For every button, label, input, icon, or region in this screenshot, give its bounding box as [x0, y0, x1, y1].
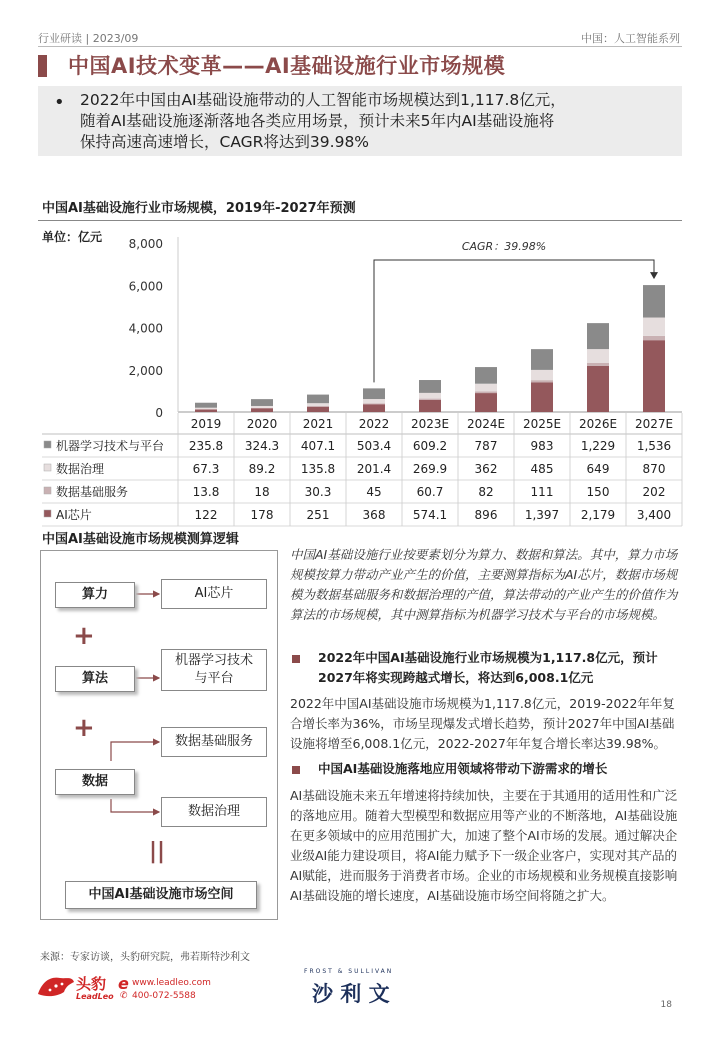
x-tick-label: 2023E — [410, 417, 450, 431]
x-tick-label: 2026E — [578, 417, 618, 431]
data-label: 122 — [194, 508, 218, 522]
equals-sign: || — [149, 839, 166, 864]
ai-chip-node: AI芯片 — [161, 579, 267, 609]
bar-segment — [363, 399, 385, 403]
y-tick-label: 8,000 — [128, 237, 163, 251]
section-heading-2: 中国AI基础设施落地应用领域将带动下游需求的增长 — [318, 761, 608, 776]
bar-segment — [643, 285, 665, 317]
section-heading-1: 2022年中国AI基础设施行业市场规模为1,117.8亿元，预计2027年将实现跨越式增长，将达到6,008.1亿元 — [318, 650, 658, 685]
data-label: 135.8 — [300, 462, 336, 476]
bar-segment — [307, 403, 329, 406]
data-node: 数据 — [55, 769, 135, 795]
bar-segment — [419, 393, 441, 399]
brand-en: LeadLeo — [76, 992, 114, 1001]
legend-label: AI芯片 — [56, 508, 92, 522]
data-label: 1,229 — [580, 439, 616, 453]
data-label: 574.1 — [412, 508, 448, 522]
data-label: 1,397 — [524, 508, 560, 522]
cagr-arrowhead — [650, 272, 658, 279]
data-label: 870 — [642, 462, 666, 476]
market-space-node: 中国AI基础设施市场空间 — [65, 881, 257, 909]
section-paragraph-2: AI基础设施未来五年增速将持续加快，主要在于其通用的适用性和广泛的落地应用。随着大型模型和数据应用等产业的不断落地，AI基础设施在更多领域中的应用范围扩大，加速了整个AI市场的发展。通过解决企业级AI能力建设项目，将AI能力赋予下一级企业客户，实现对其产品的AI赋能，进而服务于消费者市场。企业的市场规模和业务规模直接影响AI基础设施的增长速度，AI基础设施市场空间将随之扩大。 — [290, 788, 678, 903]
data-label: 503.4 — [356, 439, 392, 453]
y-tick-label: 0 — [155, 406, 163, 420]
bar-segment — [195, 409, 217, 412]
x-tick-label: 2024E — [466, 417, 506, 431]
legend-swatch — [44, 441, 51, 448]
bar-segment — [643, 340, 665, 412]
bar-segment — [307, 407, 329, 412]
series-name: 中国：人工智能系列 — [581, 32, 680, 45]
data-label: 67.3 — [192, 462, 220, 476]
bar-segment — [419, 399, 441, 400]
data-label: 18 — [254, 485, 270, 499]
data-basic-service-node: 数据基础服务 — [161, 727, 267, 757]
legend-swatch — [44, 487, 51, 494]
data-label: 983 — [530, 439, 554, 453]
data-label: 362 — [474, 462, 498, 476]
legend-label: 机器学习技术与平台 — [56, 439, 165, 453]
bar-segment — [307, 395, 329, 404]
bar-segment — [531, 349, 553, 370]
data-label: 30.3 — [304, 485, 332, 499]
data-label: 251 — [306, 508, 330, 522]
plus-sign: + — [73, 621, 95, 651]
heading-marker — [292, 766, 300, 774]
report-category: 行业研读 | 2023/09 — [38, 32, 139, 45]
summary-line: 2022年中国由AI基础设施带动的人工智能市场规模达到1,117.8亿元， — [80, 91, 566, 109]
logic-diagram — [40, 550, 278, 920]
compute-node: 算力 — [55, 582, 135, 608]
bar-segment — [475, 367, 497, 384]
chart-title: 中国AI基础设施行业市场规模，2019年-2027年预测 — [42, 201, 356, 216]
page-number: 18 — [660, 1000, 672, 1010]
data-label: 3,400 — [636, 508, 672, 522]
data-label: 324.3 — [244, 439, 280, 453]
page-title: 中国AI技术变革——AI基础设施行业市场规模 — [68, 54, 506, 78]
phone-icon: ✆ — [120, 991, 128, 1001]
data-label: 368 — [362, 508, 386, 522]
data-label: 82 — [478, 485, 494, 499]
data-label: 2,179 — [580, 508, 616, 522]
website[interactable]: www.leadleo.com — [132, 978, 211, 988]
ml-platform-line: 与平台 — [194, 671, 234, 686]
legend-swatch — [44, 464, 51, 471]
data-label: 202 — [642, 485, 666, 499]
cagr-bracket — [374, 260, 654, 382]
unit-label: 单位：亿元 — [42, 230, 103, 244]
legend-swatch — [44, 510, 51, 517]
bar-segment — [251, 406, 273, 408]
bar-segment — [363, 404, 385, 412]
data-label: 235.8 — [188, 439, 224, 453]
data-label: 485 — [530, 462, 554, 476]
bar-segment — [419, 380, 441, 393]
bar-segment — [195, 403, 217, 408]
bar-segment — [531, 380, 553, 382]
bar-segment — [587, 349, 609, 363]
bar-segment — [587, 366, 609, 412]
bar-segment — [475, 391, 497, 393]
bar-segment — [363, 403, 385, 404]
bar-segment — [643, 318, 665, 336]
data-label: 609.2 — [412, 439, 448, 453]
summary-bullet: • — [54, 92, 65, 113]
algorithm-node: 算法 — [55, 666, 135, 692]
bar-segment — [587, 323, 609, 349]
intro-paragraph: 中国AI基础设施行业按要素划分为算力、数据和算法。其中，算力市场规模按算力带动产业产生的价值，主要测算指标为AI芯片，数据市场规模为数据基础服务和数据治理的产值，算法带动的产业产生的价值作为算法的市场规模，其中测算指标为机器学习技术与平台的市场规模。 — [290, 547, 678, 622]
summary-line: 随着AI基础设施逐渐落地各类应用场景，预计未来5年内AI基础设施将 — [80, 112, 555, 130]
plus-sign: + — [73, 713, 95, 743]
legend-label: 数据治理 — [56, 462, 105, 476]
logic-title: 中国AI基础设施市场规模测算逻辑 — [42, 532, 239, 547]
data-label: 60.7 — [416, 485, 444, 499]
y-tick-label: 6,000 — [128, 279, 163, 294]
data-label: 45 — [366, 485, 382, 499]
bar-segment — [419, 400, 441, 412]
data-label: 178 — [250, 508, 274, 522]
data-label: 150 — [586, 485, 610, 499]
bar-segment — [363, 388, 385, 399]
data-label: 649 — [586, 462, 610, 476]
heading-marker — [292, 655, 300, 663]
x-tick-label: 2025E — [522, 417, 562, 431]
ml-platform-node — [161, 649, 267, 691]
cagr-annotation: CAGR：39.98% — [461, 240, 547, 253]
brand-cn: 头豹 — [76, 975, 107, 993]
bar-segment — [251, 408, 273, 409]
web-icon: e — [118, 974, 129, 993]
data-label: 1,536 — [636, 439, 672, 453]
bar-segment — [531, 382, 553, 412]
data-label: 89.2 — [248, 462, 276, 476]
x-tick-label: 2022 — [358, 417, 390, 431]
bar-segment — [195, 408, 217, 409]
y-tick-label: 2,000 — [128, 363, 163, 378]
x-tick-label: 2027E — [634, 417, 674, 431]
data-label: 787 — [474, 439, 498, 453]
ml-platform-line: 机器学习技术 — [174, 653, 253, 668]
data-label: 407.1 — [300, 439, 336, 453]
summary-line: 保持高速高速增长，CAGR将达到39.98% — [80, 133, 370, 151]
x-tick-label: 2019 — [190, 417, 222, 431]
partner-name-en: FROST & SULLIVAN — [304, 968, 394, 975]
bar-segment — [643, 336, 665, 340]
bar-segment — [475, 393, 497, 412]
x-tick-label: 2020 — [246, 417, 278, 431]
data-governance-node: 数据治理 — [161, 797, 267, 827]
x-tick-label: 2021 — [302, 417, 334, 431]
y-tick-label: 4,000 — [128, 321, 163, 336]
bar-segment — [195, 409, 217, 410]
bar-segment — [251, 399, 273, 406]
data-label: 896 — [474, 508, 498, 522]
data-label: 269.9 — [412, 462, 448, 476]
leopard-icon — [36, 972, 76, 1002]
bar-segment — [587, 363, 609, 366]
bar-segment — [307, 406, 329, 407]
phone: 400-072-5588 — [132, 991, 196, 1001]
bar-segment — [251, 408, 273, 412]
section-paragraph-1: 2022年中国AI基础设施市场规模为1,117.8亿元，2019-2022年年复合增长率为36%，市场呈现爆发式增长趋势，预计2027年中国AI基础设施将增至6,008.1亿元，2022-2027年年复合增长率达39.98%。 — [290, 696, 675, 751]
data-label: 111 — [530, 485, 554, 499]
bar-segment — [531, 370, 553, 380]
source-note: 来源：专家访谈，头豹研究院，弗若斯特沙利文 — [40, 952, 250, 963]
legend-label: 数据基础服务 — [56, 485, 129, 499]
data-label: 201.4 — [356, 462, 392, 476]
bar-segment — [475, 384, 497, 392]
partner-name-cn: 沙 利 文 — [312, 982, 390, 1006]
data-label: 13.8 — [192, 485, 220, 499]
